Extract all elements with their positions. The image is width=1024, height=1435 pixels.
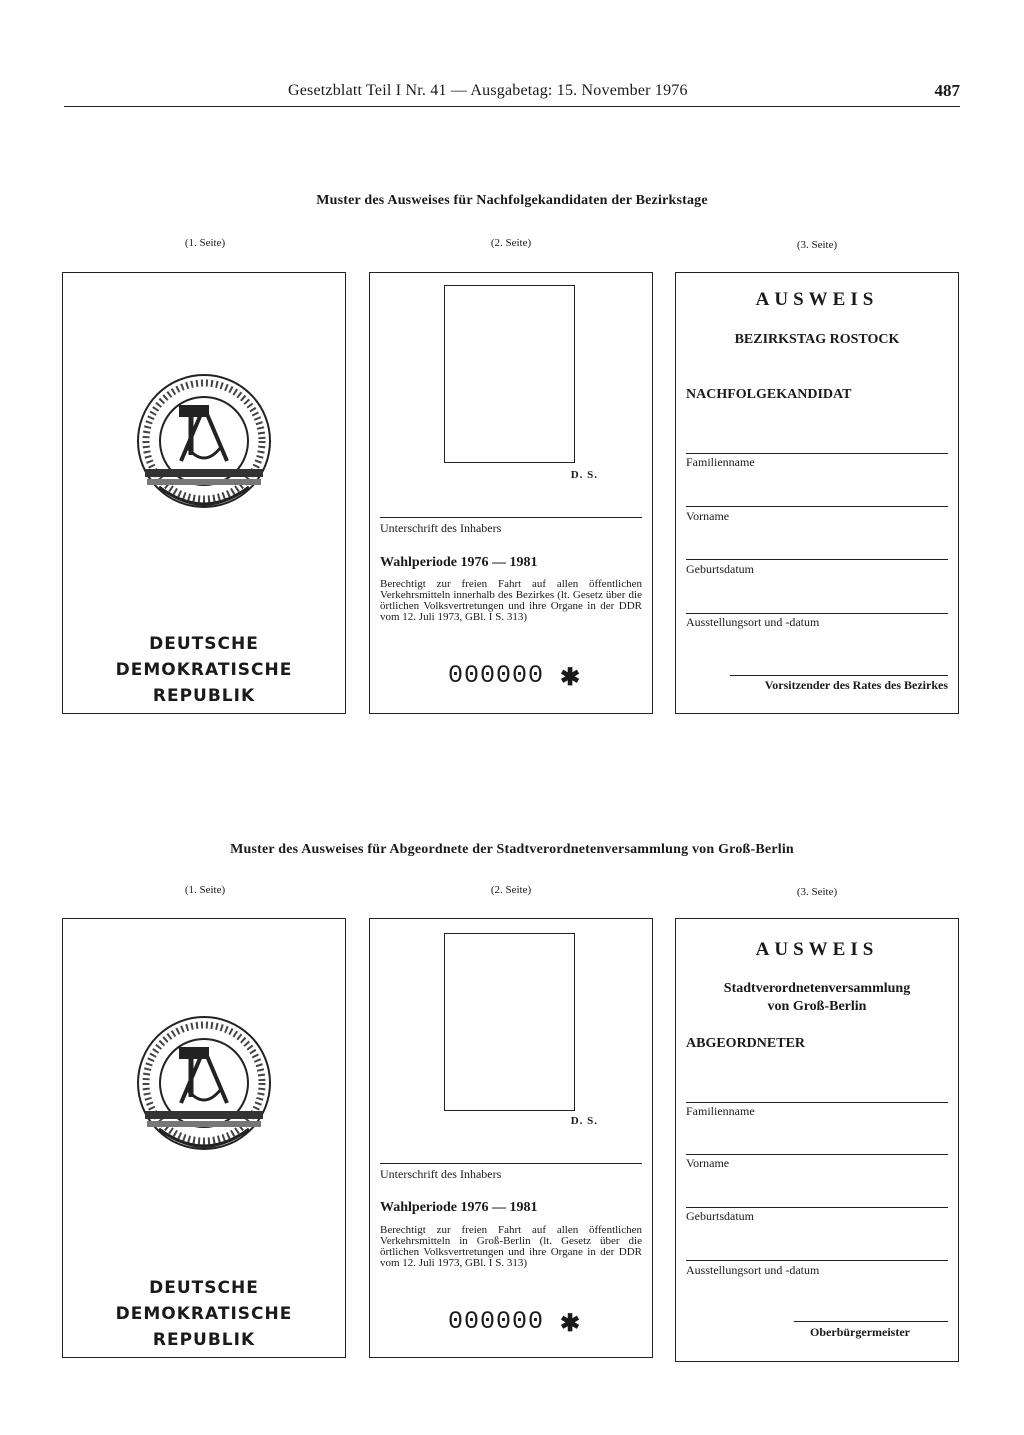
country-name-line2: DEMOKRATISCHE REPUBLIK [115, 660, 293, 706]
photo-field [444, 933, 575, 1111]
election-period: Wahlperiode 1976 — 1981 [380, 555, 538, 570]
signatory-label: Vorsitzender des Rates des Bezirkes [764, 678, 948, 692]
id-card-back [675, 272, 959, 714]
gazette-title: Gesetzblatt Teil I Nr. 41 — Ausgabetag: 15. November 1976 [288, 82, 688, 99]
serial-number: 000000 [448, 661, 545, 690]
field-label-issue-place-date: Ausstellungsort und -datum [686, 615, 820, 629]
field-line [686, 1260, 948, 1261]
card-title: AUSWEIS [755, 939, 879, 960]
issuing-body: BEZIRKSTAG ROSTOCK [734, 332, 900, 347]
travel-entitlement: Berechtigt zur freien Fahrt auf allen öffentlichen Verkehrsmitteln in Groß-Berlin (lt. Gesetz über die örtlichen Volksvertretungen und ihre Organe in der DDR vom 12. Juli 1973, GBl. I S. 313) [380, 1224, 642, 1269]
field-label-surname: Familienname [686, 455, 755, 469]
coat-of-arms-icon [129, 1011, 279, 1161]
travel-entitlement: Berechtigt zur freien Fahrt auf allen öffentlichen Verkehrsmitteln innerhalb des Bezirkes (lt. Gesetz über die örtlichen Volksvertretungen und ihre Organe in der DDR vom 12. Juli 1973, GBl. I S. 313) [380, 578, 642, 623]
field-line [686, 506, 948, 507]
election-period: Wahlperiode 1976 — 1981 [380, 1200, 538, 1215]
page-number: 487 [934, 81, 960, 100]
field-label-issue-place-date: Ausstellungsort und -datum [686, 1263, 820, 1277]
signature-line [380, 517, 642, 518]
field-label-firstname: Vorname [686, 509, 730, 523]
card-title: AUSWEIS [755, 289, 879, 310]
country-name-line1: DEUTSCHE [149, 1278, 259, 1298]
signature-line [380, 1163, 642, 1164]
asterisk-icon: ✱ [560, 665, 581, 691]
holder-role: NACHFOLGEKANDIDAT [686, 387, 852, 402]
section-title-2: Muster des Ausweises für Abgeordnete der Stadtverordnetenversammlung von Groß-Berlin [230, 842, 794, 857]
field-label-birthdate: Geburtsdatum [686, 1209, 754, 1223]
page-label-2: (2. Seite) [490, 884, 532, 896]
issuing-body: Stadtverordnetenversammlung [723, 981, 911, 996]
holder-role: ABGEORDNETER [686, 1036, 806, 1051]
issuing-body-line2: von Groß-Berlin [767, 999, 867, 1014]
page-header [64, 82, 960, 107]
coat-of-arms-icon [129, 369, 279, 519]
page-label-1: (1. Seite) [184, 237, 226, 249]
id-card-inner [369, 272, 653, 714]
id-card-front [62, 918, 346, 1358]
field-line [686, 1207, 948, 1208]
signatory-line [794, 1321, 948, 1322]
signature-label: Unterschrift des Inhabers [380, 521, 502, 535]
field-line [686, 1102, 948, 1103]
page-label-3: (3. Seite) [796, 886, 838, 898]
asterisk-icon: ✱ [560, 1311, 581, 1337]
field-line [686, 453, 948, 454]
page-label-2: (2. Seite) [490, 237, 532, 249]
signature-label: Unterschrift des Inhabers [380, 1167, 502, 1181]
serial-number: 000000 [448, 1307, 545, 1336]
section-title-1: Muster des Ausweises für Nachfolgekandidaten der Bezirkstage [316, 193, 708, 208]
signatory-label: Oberbürgermeister [810, 1325, 910, 1339]
page-label-1: (1. Seite) [184, 884, 226, 896]
field-label-surname: Familienname [686, 1104, 755, 1118]
seal-mark: D. S. [570, 469, 598, 481]
id-card-front [62, 272, 346, 714]
id-card-back [675, 918, 959, 1362]
field-label-birthdate: Geburtsdatum [686, 562, 754, 576]
field-line [686, 559, 948, 560]
field-line [686, 1154, 948, 1155]
field-line [686, 613, 948, 614]
id-card-inner [369, 918, 653, 1358]
photo-field [444, 285, 575, 463]
field-label-firstname: Vorname [686, 1156, 730, 1170]
seal-mark: D. S. [570, 1115, 598, 1127]
country-name-line2: DEMOKRATISCHE REPUBLIK [115, 1304, 293, 1350]
country-name-line1: DEUTSCHE [149, 634, 259, 654]
signatory-line [730, 675, 948, 676]
page-label-3: (3. Seite) [796, 239, 838, 251]
